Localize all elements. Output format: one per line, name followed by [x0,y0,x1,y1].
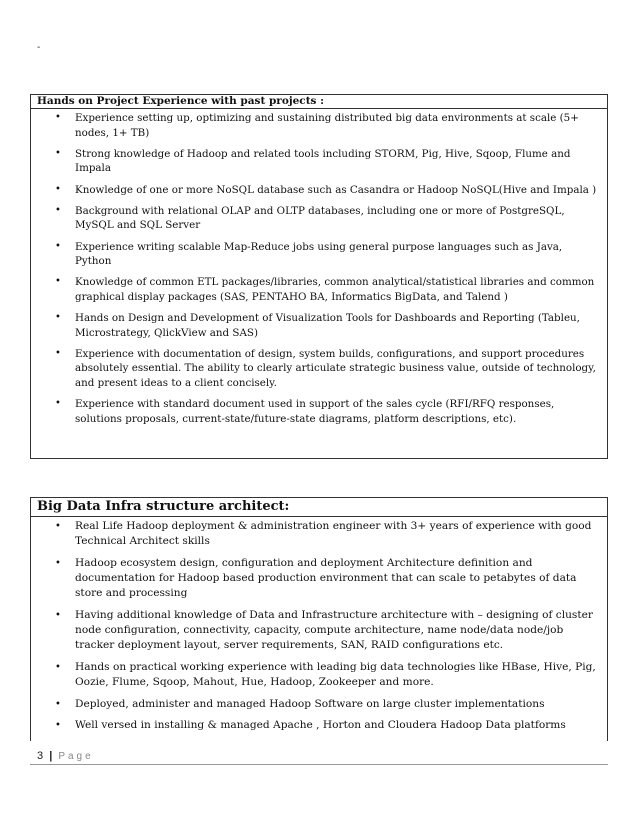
bullet-icon: • [55,204,61,216]
section-big-data-architect [30,497,608,741]
list-item: • Background with relational OLAP and OLTP databases, including one or more of PostgreSQL, MySQL and SQL Server [55,204,565,232]
section-project-experience [30,94,608,459]
bullet-list [31,519,607,733]
list-item: • Well versed in installing & managed Apache , Horton and Cloudera Hadoop Data platforms [31,718,607,733]
list-item: • Real Life Hadoop deployment & administration engineer with 3+ years of experience with good Technical Architect skills [55,520,592,548]
list-item: • Hands on practical working experience with leading big data technologies like HBase, Hive, Pig, Oozie, Flume, Sqoop, Mahout, Hue, Hadoop, Zookeeper and more. [55,660,596,688]
list-item: • Knowledge of one or more NoSQL database such as Casandra or Hadoop NoSQL(Hive and Impala ) [55,183,597,196]
list-item: • Experience with documentation of design, system builds, configurations, and support procedures absolutely essential. The ability to clearly articulate strategic business value, outside of technology, and present ideas to a client concisely. [55,347,596,390]
list-item: • Experience with standard document used in support of the sales cycle (RFI/RFQ responses, solutions proposals, current-state/future-state diagrams, platform descriptions, etc). [55,398,555,425]
bullet-icon: • [55,147,61,159]
list-item: • Knowledge of common ETL packages/libraries, common analytical/statistical libraries and common graphical display packages (SAS, PENTAHO BA, Informatics BigData, and Talend ) [55,276,595,303]
bullet-icon: • [55,720,61,732]
section-title: Big Data Infra structure architect: [31,498,607,517]
bullet-list [31,111,607,426]
list-item: • Experience setting up, optimizing and sustaining distributed big data environments at scale (5+ nodes, 1+ TB) [55,112,579,139]
list-item: • Experience writing scalable Map-Reduce jobs using general purpose languages such as Java, Python [55,240,563,268]
bullet-icon: • [55,276,61,288]
section-title: Hands on Project Experience with past projects : [31,95,607,109]
bullet-icon: • [55,609,61,621]
bullet-icon: • [55,698,61,710]
bullet-icon: • [55,557,61,569]
page-label: Page [58,751,94,762]
list-item: • Having additional knowledge of Data and Infrastructure architecture with – designing of cluster node configuration, connectivity, capacity, compute architecture, name node/data node/job tracker deployment layout, server requirements, SAN, RAID configurations etc. [55,608,593,652]
list-item: • Strong knowledge of Hadoop and related tools including STORM, Pig, Hive, Sqoop, Flume and Impala [55,147,571,175]
bullet-icon: • [55,312,61,324]
page-footer [37,750,94,762]
top-mark: - [37,42,41,53]
list-item: • Hadoop ecosystem design, configuration and deployment Architecture definition and documentation for Hadoop based production environment that can scale to petabytes of data store and processing [55,556,577,600]
footer-separator: | [49,750,53,762]
bullet-icon: • [55,240,61,252]
footer-divider [30,764,608,765]
page-number: 3 [37,750,44,762]
bullet-icon: • [55,521,61,532]
bullet-icon: • [55,661,61,673]
list-item: • Hands on Design and Development of Visualization Tools for Dashboards and Reporting (Tableu, Microstrategy, QlickView and SAS) [55,312,580,339]
bullet-icon: • [55,398,61,410]
bullet-icon: • [55,183,61,195]
list-item: • Deployed, administer and managed Hadoop Software on large cluster implementations [31,697,607,712]
bullet-icon: • [55,112,61,123]
bullet-icon: • [55,347,61,359]
